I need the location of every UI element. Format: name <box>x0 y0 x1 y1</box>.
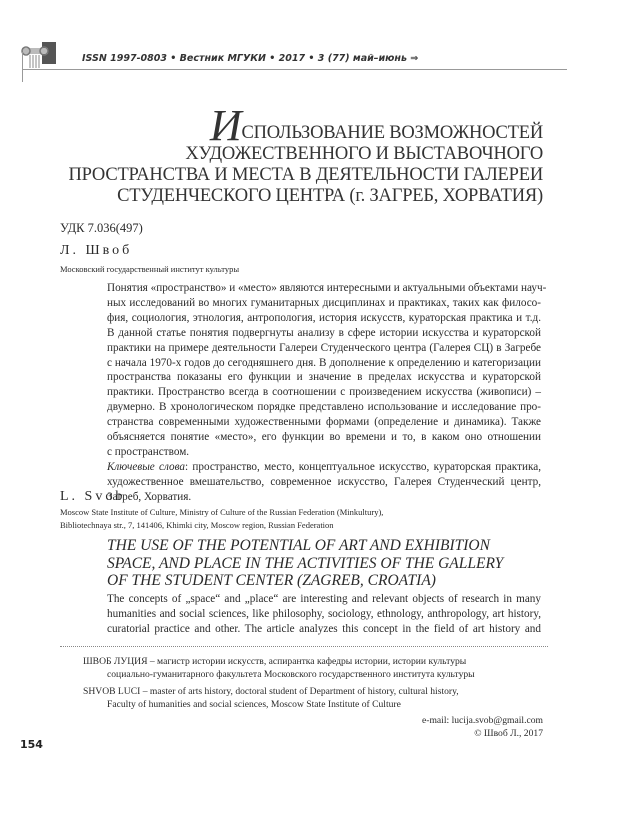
affiliation-line: Bibliotechnaya str., 7, 141406, Khimki city, Moscow region, Russian Federation <box>60 520 334 530</box>
author-name-en: L. Svob <box>60 489 126 504</box>
author-affiliation-ru: Московский государственный институт культуры <box>60 264 240 274</box>
abstract-line: фия, социология, этнология, антропология, история искусств, кураторская практика и т.д. <box>107 311 541 324</box>
author-name-ru: Л. Швоб <box>60 243 133 258</box>
keywords-line: : пространство, место, концептуальное искусство, кураторская практика, <box>184 461 541 473</box>
affiliation-line: Moscow State Institute of Culture, Ministry of Culture of the Russian Federation (Minkultury), <box>60 507 384 517</box>
page-number: 154 <box>20 738 43 751</box>
abstract-ru <box>107 281 547 460</box>
title-line: СТУДЕНЧЕСКОГО ЦЕНТРА (г. ЗАГРЕБ, ХОРВАТИЯ) <box>117 186 543 206</box>
title-line: SPACE, AND PLACE IN THE ACTIVITIES OF THE GALLERY <box>107 554 504 572</box>
footnote-line: ШВОБ ЛУЦИЯ – магистр истории искусств, аспирантка кафедры истории, истории культуры <box>83 656 467 667</box>
author-email: e-mail: lucija.svob@gmail.com <box>422 715 543 726</box>
title-line: ХУДОЖЕСТВЕННОГО И ВЫСТАВОЧНОГО <box>185 144 543 164</box>
journal-logo <box>20 40 60 72</box>
article-title-ru <box>68 101 543 207</box>
abstract-en <box>107 592 541 637</box>
title-line: OF THE STUDENT CENTER (ZAGREB, CROATIA) <box>107 572 436 589</box>
title-line: THE USE OF THE POTENTIAL OF ART AND EXHIBITION <box>107 537 490 554</box>
abstract-line: с начала 1970-х годов до сегодняшнего дня. В дополнение к определению и категоризации <box>107 356 541 369</box>
running-header: ISSN 1997-0803 • Вестник МГУКИ • 2017 • 3 (77) май–июнь ⇒ <box>82 53 419 64</box>
abstract-line: с пространством. <box>107 445 190 458</box>
footnote-line: SHVOB LUCI – master of arts history, doctoral student of Department of history, cultural history, <box>83 686 459 697</box>
keywords-label: Ключевые слова <box>107 461 185 473</box>
footnote-author-ru <box>83 655 543 681</box>
header-rule <box>22 69 567 70</box>
header-rule-vertical <box>22 52 23 82</box>
footnote-author-en <box>83 685 543 711</box>
abstract-line: Понятия «пространство» и «место» являются интересными и актуальными объектами науч- <box>107 282 547 294</box>
copyright: © Швоб Л., 2017 <box>474 728 543 739</box>
abstract-line: humanities and social sciences, like philosophy, sociology, ethnology, anthropology, art history, <box>107 607 541 620</box>
abstract-line: пространства показаны его функции и значение в пределах искусства и кураторской <box>107 371 541 384</box>
abstract-line: объясняется понятие «место», его функции во времени и то, в каком оно отношении <box>107 431 541 444</box>
footnote-line: Faculty of humanities and social sciences, Moscow State Institute of Culture <box>107 699 401 710</box>
author-affiliation-en <box>60 506 383 532</box>
abstract-line: В данной статье понятия подвергнуты анализу в сфере истории искусства и кураторской <box>107 326 541 339</box>
abstract-line: практики на примере деятельности Галереи Студенческого центра (Галерея СЦ) в Загребе <box>107 341 541 354</box>
keywords-line: Загреб, Хорватия. <box>107 490 192 503</box>
title-drop-cap: И <box>209 101 242 150</box>
abstract-line: практики. Пространство всегда в соотношении с произведением искусства (живописи) – <box>107 386 541 399</box>
article-title-en <box>107 537 503 590</box>
title-line: ПРОСТРАНСТВА И МЕСТА В ДЕЯТЕЛЬНОСТИ ГАЛЕРЕИ <box>68 165 543 185</box>
keywords-line: художественное вмешательство, современное искусство, Галерея Студенческий центр, <box>107 475 541 488</box>
keywords-ru <box>107 460 541 505</box>
abstract-line: curatorial practice and other. The article analyzes this concept in the field of art history and <box>107 622 541 635</box>
abstract-line: двумерно. В хронологическом порядке представлено использование и исследование про- <box>107 401 541 414</box>
abstract-line: ных исследований во многих гуманитарных дисциплинах и практиках, таких как филосо- <box>107 296 541 309</box>
footnote-separator <box>60 646 548 647</box>
abstract-line: странства современными художественными формами (определение и динамика). Также <box>107 416 541 429</box>
udk-code: УДК 7.036(497) <box>60 221 143 235</box>
title-line: СПОЛЬЗОВАНИЕ ВОЗМОЖНОСТЕЙ <box>241 123 543 143</box>
abstract-line: The concepts of „space“ and „place“ are interesting and relevant objects of research in many <box>107 593 541 605</box>
footnote-line: социально-гуманитарного факультета Московского государственного института культуры <box>107 669 475 680</box>
